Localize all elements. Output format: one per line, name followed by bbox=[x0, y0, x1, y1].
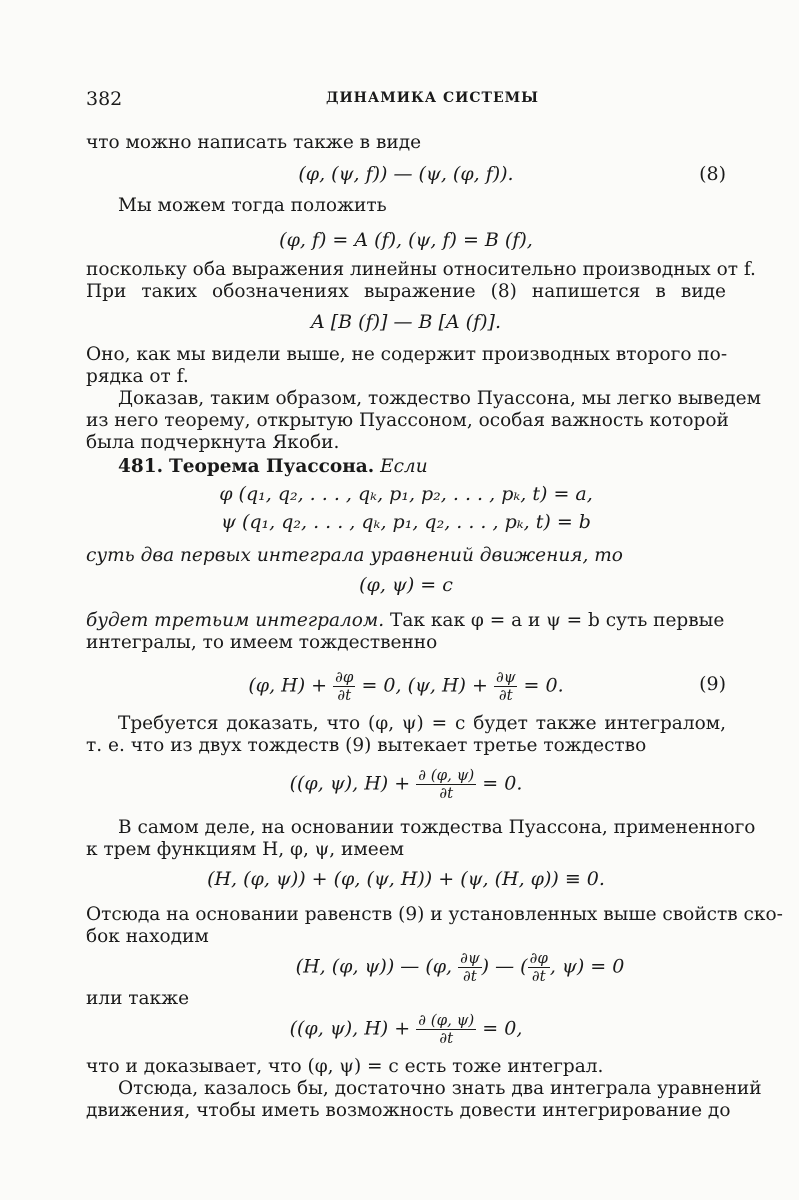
text-line: была подчеркнута Якоби. bbox=[86, 432, 340, 453]
text-line: что и доказывает, что (φ, ψ) = c есть тоже интеграл. bbox=[86, 1056, 604, 1077]
text-line: бок находим bbox=[86, 926, 209, 947]
equation: ψ (q₁, q₂, . . . , qₖ, p₁, q₂, . . . , pₖ, t) = b bbox=[221, 511, 591, 533]
text-line: движения, чтобы иметь возможность довести интегрирование до bbox=[86, 1100, 731, 1121]
page-number: 382 bbox=[86, 88, 123, 110]
equation: ((φ, ψ), H) + $\frac{\partial (\varphi, \psi)}{\partial t}$ = 0, bbox=[289, 1011, 523, 1047]
fraction: $\frac{\partial\varphi}{\partial t}$ bbox=[529, 949, 548, 985]
fraction: $\frac{\partial\varphi}{\partial t}$ bbox=[335, 668, 354, 704]
equation: (φ, f) = A (f), (ψ, f) = B (f), bbox=[279, 229, 533, 251]
text-line: или также bbox=[86, 988, 190, 1009]
fraction: $\frac{\partial\psi}{\partial t}$ bbox=[495, 668, 516, 704]
equation: φ (q₁, q₂, . . . , qₖ, p₁, p₂, . . . , pₖ, t) = a, bbox=[219, 483, 593, 505]
section-number: 481. bbox=[118, 456, 164, 477]
section-lead: Если bbox=[380, 456, 428, 477]
section-heading bbox=[118, 456, 726, 478]
text-line: из него теорему, открытую Пуассоном, особая важность которой bbox=[86, 410, 729, 431]
text-line: Отсюда на основании равенств (9) и установленных выше свойств ско- bbox=[86, 904, 783, 925]
equation: (H, (φ, ψ)) — (φ, $\frac{\partial\psi}{\partial t}$ ) — ( $\frac{\partial\varphi}{\partial t}$ , ψ) = 0 bbox=[295, 949, 625, 985]
fraction: $\frac{\partial (\varphi, \psi)}{\partial t}$ bbox=[418, 1011, 475, 1047]
equation-8: (φ, (ψ, f)) — (ψ, (φ, f)). bbox=[298, 163, 514, 185]
equation: ((φ, ψ), H) + $\frac{\partial (\varphi, \psi)}{\partial t}$ = 0. bbox=[289, 766, 523, 802]
text-line: Мы можем тогда положить bbox=[118, 195, 387, 216]
text-line: к трем функциям H, φ, ψ, имеем bbox=[86, 839, 405, 860]
equation-number-8: (8) bbox=[699, 163, 726, 185]
text-line: При таких обозначениях выражение (8) напишется в виде bbox=[86, 281, 726, 302]
fraction: $\frac{\partial\psi}{\partial t}$ bbox=[460, 949, 480, 985]
text-line: поскольку оба выражения линейны относительно производных от f. bbox=[86, 259, 756, 280]
text-line: Отсюда, казалось бы, достаточно знать два интеграла уравнений bbox=[118, 1078, 762, 1099]
equation: A [B (f)] — B [A (f)]. bbox=[310, 311, 501, 333]
equation-9: (φ, H) + $\frac{\partial\varphi}{\partial t}$ = 0, (ψ, H) + $\frac{\partial\psi}{\partial t}$ = 0. bbox=[248, 668, 564, 704]
section-title: Теорема Пуассона. bbox=[168, 456, 375, 477]
equation: (φ, ψ) = c bbox=[359, 574, 453, 596]
text-line: В самом деле, на основании тождества Пуассона, примененного bbox=[118, 817, 756, 838]
running-title: ДИНАМИКА СИСТЕМЫ bbox=[326, 90, 539, 106]
text-line: будет третьим интегралом. Так как φ = a и ψ = b суть первые bbox=[86, 610, 725, 631]
text-line: Доказав, таким образом, тождество Пуассона, мы легко выведем bbox=[118, 388, 762, 409]
text-line: суть два первых интеграла уравнений движения, то bbox=[86, 545, 623, 566]
text-line: Требуется доказать, что (φ, ψ) = c будет также интегралом, bbox=[118, 713, 726, 734]
text-line: что можно написать также в виде bbox=[86, 132, 422, 153]
equation-number-9: (9) bbox=[699, 673, 726, 695]
text-line: рядка от f. bbox=[86, 366, 189, 387]
fraction: $\frac{\partial (\varphi, \psi)}{\partial t}$ bbox=[418, 766, 475, 802]
text-line: т. е. что из двух тождеств (9) вытекает третье тождество bbox=[86, 735, 647, 756]
text-line: Оно, как мы видели выше, не содержит производных второго по- bbox=[86, 344, 728, 365]
page-header bbox=[86, 88, 726, 114]
equation: (H, (φ, ψ)) + (φ, (ψ, H)) + (ψ, (H, φ)) ≡ 0. bbox=[207, 868, 605, 890]
text-line: интегралы, то имеем тождественно bbox=[86, 632, 438, 653]
